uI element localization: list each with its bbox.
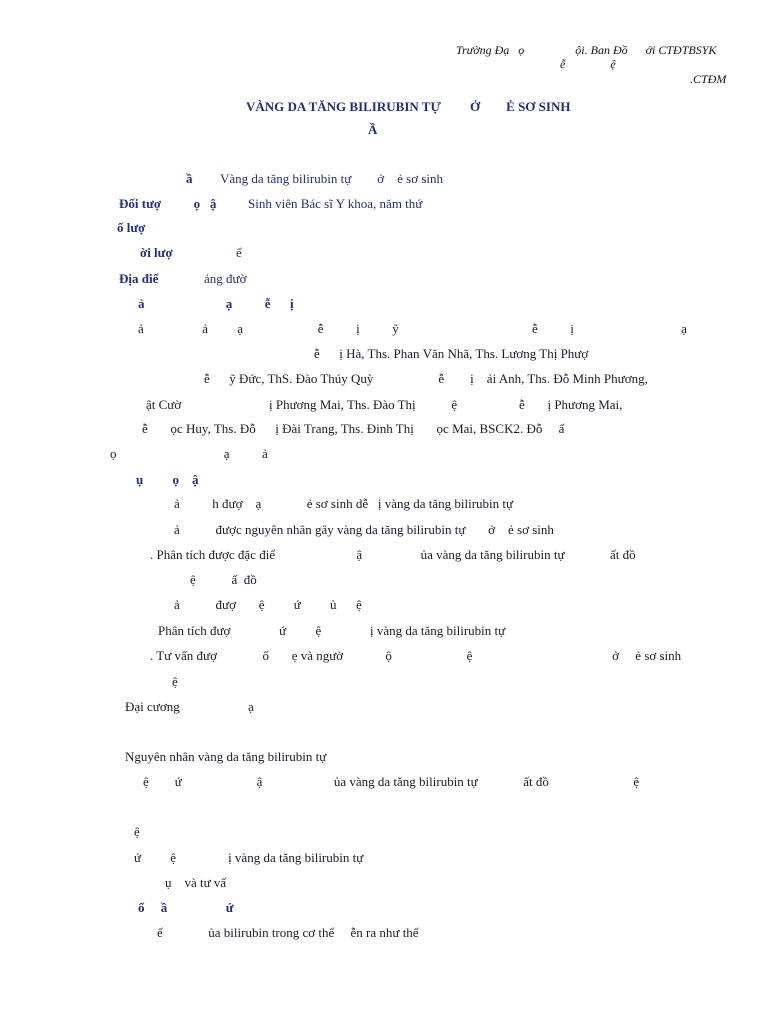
objectives-heading: ụ ọ ậ	[136, 472, 199, 487]
topic-value: Vàng da tăng bilirubin tự ở ẻ sơ sinh	[220, 171, 443, 186]
objective-item: ả được nguyên nhân gây vàng da tăng bilirubin tự ở ẻ sơ sinh	[174, 522, 554, 537]
header-line-3: .CTĐM	[690, 72, 727, 86]
staff-line-1: ả ả ạ ễ ị ỹ ễ ị ạ	[138, 321, 687, 336]
objective-item: Phân tích đượ ứ ệ ị vàng da tăng bilirubin tự	[158, 623, 506, 638]
staff-line-4: ật Cườ ị Phương Mai, Ths. Đào Thị ệ ễ ị Phương Mai,	[146, 397, 623, 412]
outline-item: Nguyên nhân vàng da tăng bilirubin tự	[125, 749, 327, 764]
objective-item: ả h đượ ạ ẻ sơ sinh dễ ị vàng da tăng bilirubin tự	[174, 496, 514, 511]
outline-item: Đại cương ạ	[125, 699, 254, 714]
objective-item: ả đượ ệ ứ ủ ệ	[174, 597, 362, 612]
staff-line-2: ễ ị Hà, Ths. Phan Văn Nhã, Ths. Lương Thị Phượ	[314, 346, 589, 361]
header-line-2: ễ ệ	[560, 57, 616, 71]
outline-item: ụ và tư vấ	[165, 875, 227, 890]
staff-heading: ả ạ ễ ị	[138, 296, 294, 311]
outline-item: ệ ứ ậ ủa vàng da tăng bilirubin tự ất đồ ệ	[143, 774, 640, 789]
topic-marker: ầ	[186, 171, 193, 186]
objective-item: ệ	[172, 674, 178, 689]
place-value: ảng đườ	[204, 271, 247, 286]
time-value: ế	[236, 245, 242, 260]
document-title: VÀNG DA TĂNG BILIRUBIN TỰ Ở Ẻ SƠ SINH	[246, 99, 571, 114]
outline-subheading: ổ ầ ứ	[138, 900, 234, 915]
document-subtitle: Ầ	[368, 122, 378, 137]
objective-item: ệ ấ đồ	[190, 572, 257, 587]
objective-item: . Phân tích được đặc điể ậ ủa vàng da tăng bilirubin tự ất đồ	[150, 547, 636, 562]
outline-item: ế ủa bilirubin trong cơ thể ễn ra như thế	[157, 925, 419, 940]
time-label: ời lượ	[140, 245, 173, 260]
header-line-1: Trường Đạ ọ ội. Ban Đồ ới CTĐTBSYK	[456, 43, 717, 57]
outline-item: ứ ệ ị vàng da tăng bilirubin tự	[134, 850, 364, 865]
audience-label: Đối tượ ọ ậ	[119, 196, 217, 211]
staff-line-5: ễ ọc Huy, Ths. Đỗ ị Đài Trang, Ths. Đinh Thị ọc Mai, BSCK2. Đỗ ấ	[142, 421, 565, 436]
outline-item: ệ	[134, 824, 140, 839]
audience-value: Sinh viên Bác sĩ Y khoa, năm thứ	[248, 196, 423, 211]
place-label: Địa điể	[119, 271, 159, 286]
count-label: ố lượ	[117, 220, 146, 235]
staff-line-6: ọ ạ ả	[110, 446, 268, 461]
objective-item: . Tư vấn đượ ố ẹ và ngườ ộ ệ ở ẻ sơ sinh	[150, 648, 682, 663]
staff-line-3: ễ ỹ Đức, ThS. Đào Thúy Quỳ ễ ị ải Anh, Ths. Đỗ Minh Phương,	[204, 371, 648, 386]
